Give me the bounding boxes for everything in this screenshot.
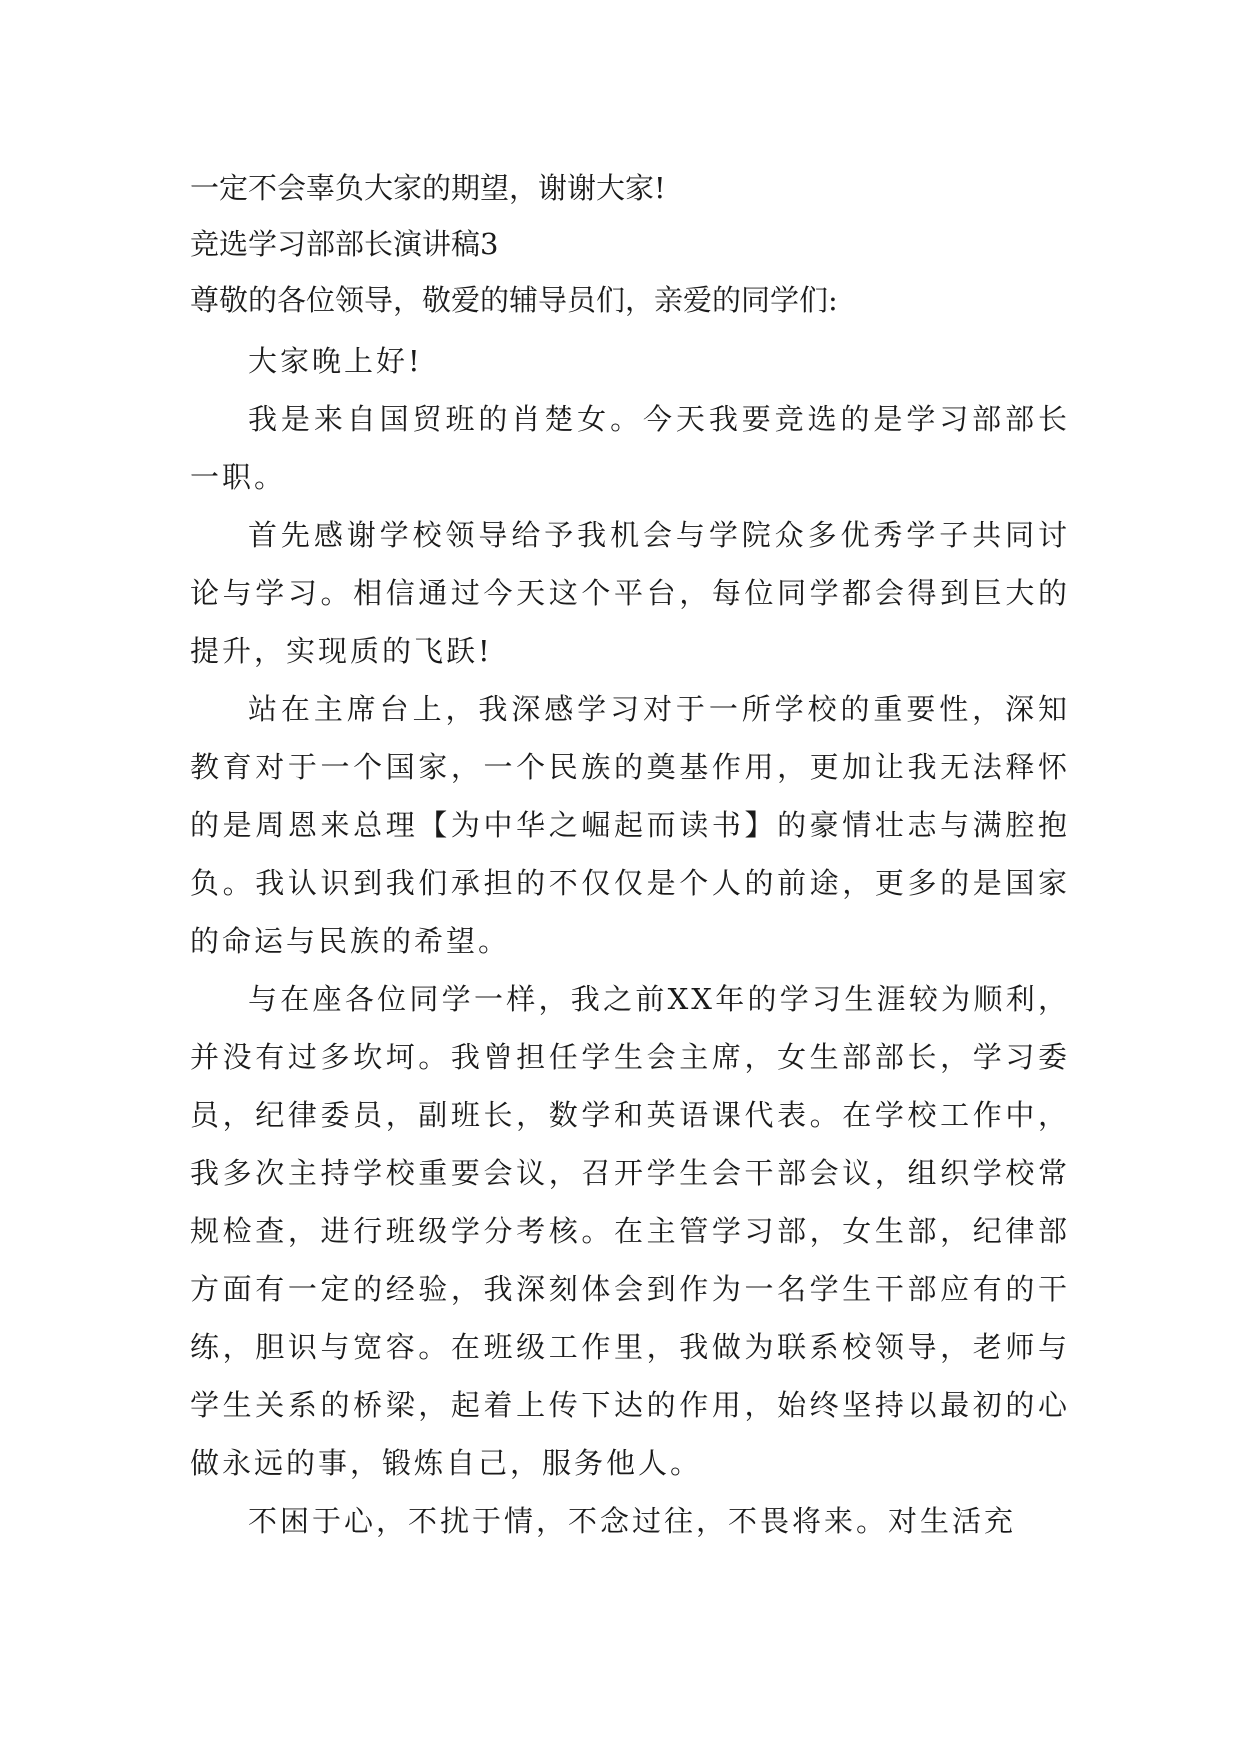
paragraph-importance: 站在主席台上，我深感学习对于一所学校的重要性，深知教育对于一个国家，一个民族的奠基作用，更加让我无法释怀的是周恩来总理【为中华之崛起而读书】的豪情壮志与满腔抱负。我认识到我们承担的不仅仅是个人的前途，更多的是国家的命运与民族的希望。 bbox=[190, 692, 1070, 958]
paragraph-experience: 与在座各位同学一样，我之前XX年的学习生涯较为顺利，并没有过多坎坷。我曾担任学生会主席，女生部部长，学习委员，纪律委员，副班长，数学和英语课代表。在学校工作中，我多次主持学校重要会议，召开学生会干部会议，组织学校常规检查，进行班级学分考核。在主管学习部，女生部，纪律部方面有一定的经验，我深刻体会到作为一名学生干部应有的干练，胆识与宽容。在班级工作里，我做为联系校领导，老师与学生关系的桥梁，起着上传下达的作用，始终坚持以最初的心做永远的事，锻炼自己，服务他人。 bbox=[190, 982, 1070, 1480]
paragraph-attitude: 不困于心，不扰于情，不念过往，不畏将来。对生活充 bbox=[248, 1504, 1017, 1538]
speech-title: 竞选学习部部长演讲稿3 bbox=[190, 227, 499, 261]
paragraph-thanks: 首先感谢学校领导给予我机会与学院众多优秀学子共同讨论与学习。相信通过今天这个平台，每位同学都会得到巨大的提升，实现质的飞跃! bbox=[190, 518, 1070, 668]
document-body bbox=[190, 160, 1070, 1550]
paragraph-greeting: 大家晚上好! bbox=[248, 344, 423, 378]
closing-line: 一定不会辜负大家的期望，谢谢大家! bbox=[190, 171, 666, 205]
paragraph-introduction: 我是来自国贸班的肖楚女。今天我要竞选的是学习部部长一职。 bbox=[190, 402, 1070, 494]
salutation-line: 尊敬的各位领导，敬爱的辅导员们，亲爱的同学们: bbox=[190, 283, 838, 317]
